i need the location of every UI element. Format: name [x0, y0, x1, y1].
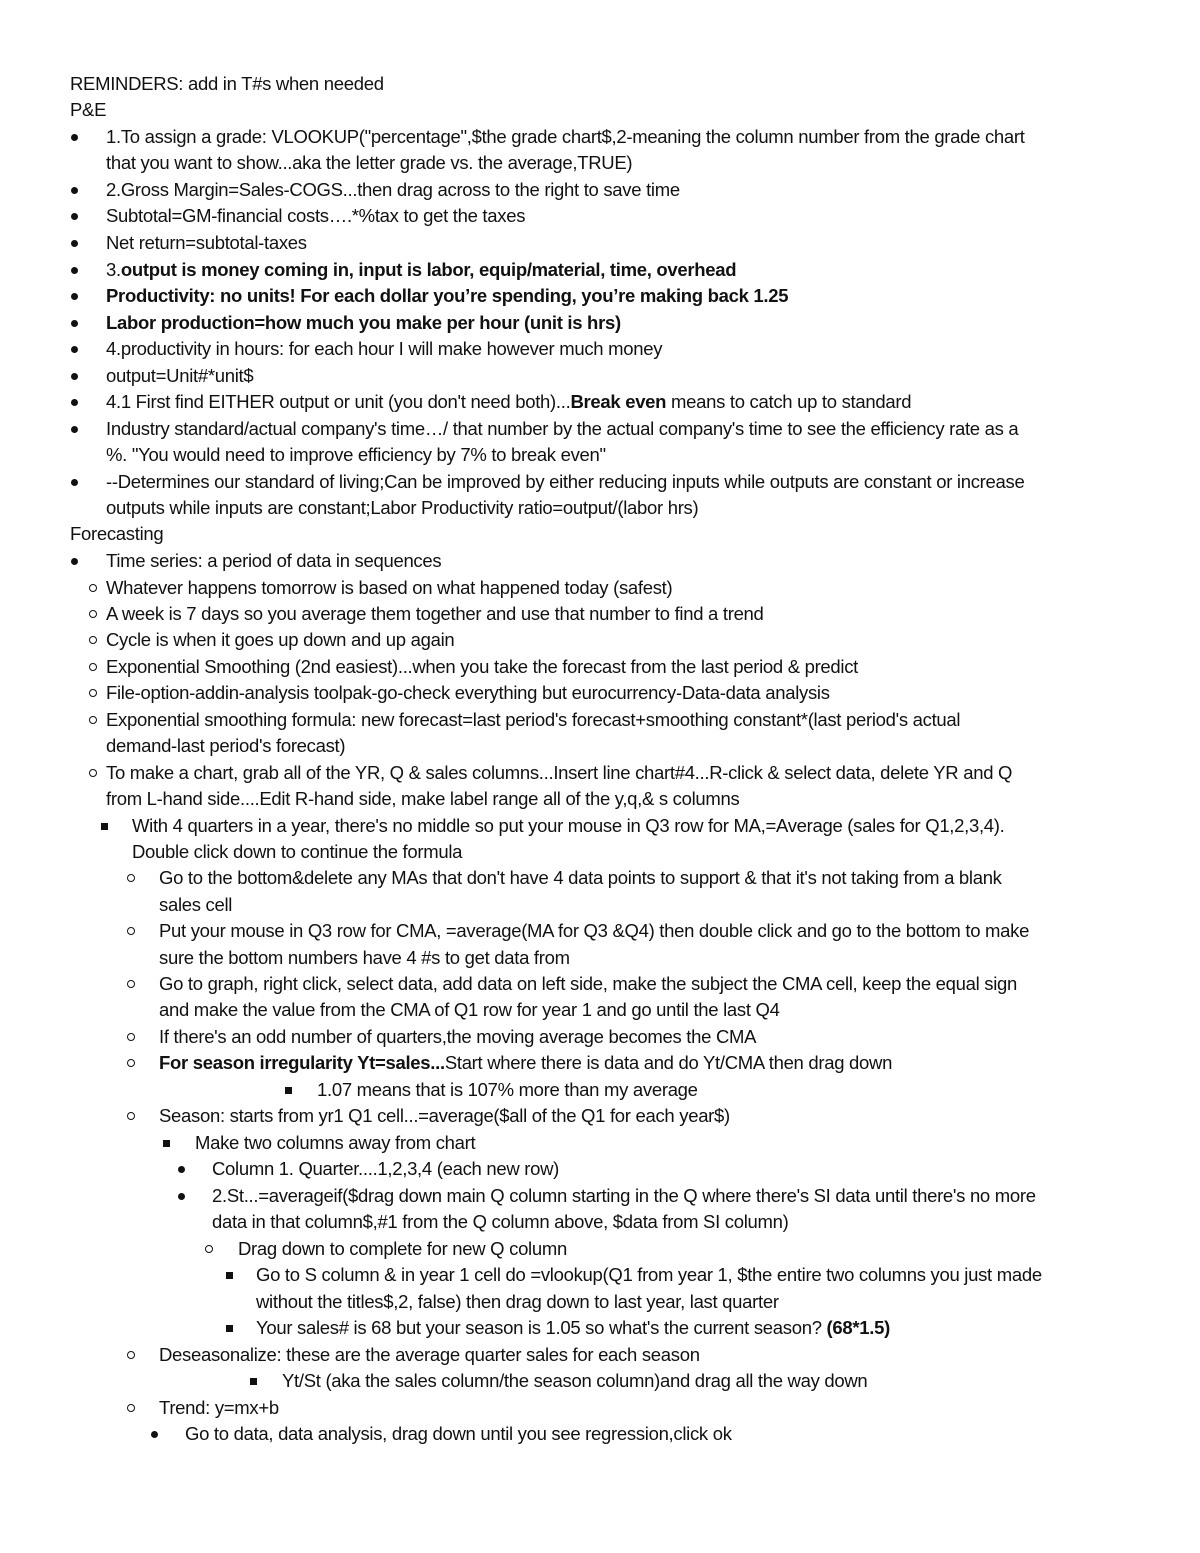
sub-item-4: If there's an odd number of quarters,the moving average becomes the CMA — [159, 1026, 757, 1047]
season-irregularity-bold: For season irregularity Yt=sales... — [159, 1052, 445, 1073]
sub-item-2-line-1: Put your mouse in Q3 row for CMA, =average(MA for Q3 &Q4) then double click and go to the bottom to make — [159, 920, 1030, 941]
circle-item-3: Cycle is when it goes up down and up again — [106, 629, 455, 650]
bullet-disc — [71, 126, 78, 141]
pe-item-10-prefix: 4.1 First find EITHER output or unit (you don't need both)... — [106, 391, 571, 412]
square-item-1-line-2: Double click down to continue the formula — [132, 841, 463, 862]
circle-item-7-line-2: from L-hand side....Edit R-hand side, make label range all of the y,q,& s columns — [106, 788, 740, 809]
bullet-circle — [127, 973, 135, 988]
current-season-item — [256, 1317, 890, 1339]
break-even-bold: Break even — [570, 391, 667, 412]
bullet-disc — [178, 1185, 185, 1200]
bullet-disc — [71, 471, 78, 486]
bullet-circle — [127, 1052, 135, 1067]
bullet-disc — [71, 285, 78, 300]
forecasting-heading: Forecasting — [70, 523, 164, 544]
season-column-1: Column 1. Quarter....1,2,3,4 (each new row) — [212, 1158, 559, 1179]
drag-down-item: Drag down to complete for new Q column — [238, 1238, 567, 1259]
bullet-disc — [71, 550, 78, 565]
circle-item-5: File-option-addin-analysis toolpak-go-check everything but eurocurrency-Data-data analysis — [106, 682, 830, 703]
bullet-circle — [89, 577, 97, 592]
bullet-circle — [89, 682, 97, 697]
pe-item-12-line-2: outputs while inputs are constant;Labor Productivity ratio=output/(labor hrs) — [106, 497, 699, 518]
bullet-disc — [71, 391, 78, 406]
sub-item-3-line-1: Go to graph, right click, select data, add data on left side, make the subject the CMA cell, keep the equal sign — [159, 973, 1017, 994]
season-st-line-2: data in that column$,#1 from the Q column above, $data from SI column) — [212, 1211, 789, 1232]
sub-item-1-line-1: Go to the bottom&delete any MAs that don't have 4 data points to support & that it's not taking from a blank — [159, 867, 1002, 888]
circle-item-1: Whatever happens tomorrow is based on what happened today (safest) — [106, 577, 673, 598]
bullet-disc — [71, 418, 78, 433]
vlookup-line-2: without the titles$,2, false) then drag down to last year, last quarter — [256, 1291, 779, 1312]
bullet-square — [226, 1264, 233, 1279]
time-series-item: Time series: a period of data in sequences — [106, 550, 442, 571]
pe-item-11-line-1: Industry standard/actual company's time…/ that number by the actual company's time to see the efficiency rate as a — [106, 418, 1019, 439]
pe-item-2: 2.Gross Margin=Sales-COGS...then drag across to the right to save time — [106, 179, 680, 200]
bullet-square — [226, 1317, 233, 1332]
circle-item-2: A week is 7 days so you average them together and use that number to find a trend — [106, 603, 764, 624]
circle-item-4: Exponential Smoothing (2nd easiest)...when you take the forecast from the last period & predict — [106, 656, 859, 677]
bullet-circle — [89, 603, 97, 618]
bullet-disc — [71, 259, 78, 274]
sub-item-5-note: 1.07 means that is 107% more than my average — [317, 1079, 698, 1100]
season-square-item: Make two columns away from chart — [195, 1132, 476, 1153]
sub-item-1-line-2: sales cell — [159, 894, 233, 915]
bullet-square — [101, 815, 108, 830]
bullet-circle — [89, 656, 97, 671]
pe-item-10-suffix: means to catch up to standard — [666, 391, 912, 412]
trend-note: Go to data, data analysis, drag down until you see regression,click ok — [185, 1423, 732, 1444]
pe-item-4: Net return=subtotal-taxes — [106, 232, 307, 253]
bullet-circle — [89, 762, 97, 777]
pe-item-5-bold: output is money coming in, input is labor, equip/material, time, overhead — [120, 259, 737, 280]
pe-item-9: output=Unit#*unit$ — [106, 365, 254, 386]
bullet-disc — [71, 312, 78, 327]
bullet-disc — [151, 1423, 158, 1438]
bullet-circle — [127, 1397, 135, 1412]
bullet-disc — [71, 179, 78, 194]
pe-heading: P&E — [70, 99, 107, 120]
bullet-disc — [71, 232, 78, 247]
circle-item-7-line-1: To make a chart, grab all of the YR, Q & sales columns...Insert line chart#4...R-click & select data, delete YR and Q — [106, 762, 1013, 783]
season-st-line-1: 2.St...=averageif($drag down main Q column starting in the Q where there's SI data until there's no more — [212, 1185, 1036, 1206]
bullet-circle — [89, 709, 97, 724]
bullet-circle — [89, 629, 97, 644]
bullet-square — [285, 1079, 292, 1094]
pe-item-5-prefix: 3. — [106, 259, 121, 280]
pe-item-3: Subtotal=GM-financial costs….*%tax to get the taxes — [106, 205, 526, 226]
pe-item-10 — [106, 391, 911, 413]
sub-item-3-line-2: and make the value from the CMA of Q1 row for year 1 and go until the last Q4 — [159, 999, 780, 1020]
bullet-square — [250, 1370, 257, 1385]
bullet-disc — [71, 205, 78, 220]
bullet-circle — [127, 867, 135, 882]
pe-item-1-line-2: that you want to show...aka the letter grade vs. the average,TRUE) — [106, 152, 633, 173]
pe-item-7: Labor production=how much you make per hour (unit is hrs) — [106, 312, 621, 333]
reminders-line: REMINDERS: add in T#s when needed — [70, 73, 384, 94]
pe-item-6: Productivity: no units! For each dollar you’re spending, you’re making back 1.25 — [106, 285, 789, 306]
square-item-1-line-1: With 4 quarters in a year, there's no middle so put your mouse in Q3 row for MA,=Average (sales for Q1,2,3,4). — [132, 815, 1005, 836]
pe-item-8: 4.productivity in hours: for each hour I will make however much money — [106, 338, 663, 359]
bullet-disc — [178, 1158, 185, 1173]
bullet-disc — [71, 338, 78, 353]
pe-item-11-line-2: %. "You would need to improve efficiency by 7% to break even" — [106, 444, 606, 465]
current-season-bold: (68*1.5) — [826, 1317, 890, 1338]
bullet-disc — [71, 365, 78, 380]
bullet-circle — [127, 920, 135, 935]
season-item: Season: starts from yr1 Q1 cell...=average($all of the Q1 for each year$) — [159, 1105, 730, 1126]
current-season-text: Your sales# is 68 but your season is 1.05 so what's the current season? — [256, 1317, 827, 1338]
bullet-circle — [205, 1238, 213, 1253]
deseasonalize-item: Deseasonalize: these are the average quarter sales for each season — [159, 1344, 700, 1365]
circle-item-6-line-1: Exponential smoothing formula: new forecast=last period's forecast+smoothing constant*(last period's actual — [106, 709, 961, 730]
pe-item-1-line-1: 1.To assign a grade: VLOOKUP("percentage",$the grade chart$,2-meaning the column number from the grade chart — [106, 126, 1025, 147]
deseasonalize-note: Yt/St (aka the sales column/the season column)and drag all the way down — [282, 1370, 868, 1391]
bullet-circle — [127, 1026, 135, 1041]
sub-item-5 — [159, 1052, 892, 1074]
bullet-circle — [127, 1344, 135, 1359]
pe-item-5 — [106, 259, 736, 281]
pe-item-12-line-1: --Determines our standard of living;Can be improved by either reducing inputs while outputs are constant or increase — [106, 471, 1025, 492]
circle-item-6-line-2: demand-last period's forecast) — [106, 735, 346, 756]
sub-item-5-text: Start where there is data and do Yt/CMA then drag down — [444, 1052, 893, 1073]
vlookup-line-1: Go to S column & in year 1 cell do =vlookup(Q1 from year 1, $the entire two columns you just made — [256, 1264, 1042, 1285]
bullet-circle — [127, 1105, 135, 1120]
trend-item: Trend: y=mx+b — [159, 1397, 279, 1418]
bullet-square — [163, 1132, 170, 1147]
sub-item-2-line-2: sure the bottom numbers have 4 #s to get data from — [159, 947, 570, 968]
